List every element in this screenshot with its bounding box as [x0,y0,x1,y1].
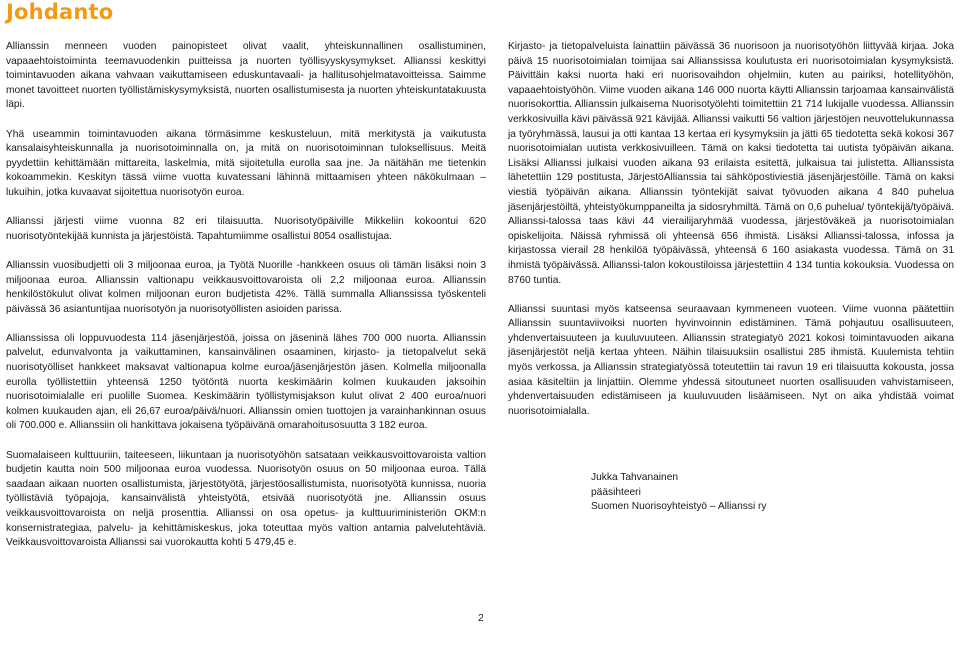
page-title: Johdanto [6,0,114,24]
paragraph: Suomalaiseen kulttuuriin, taiteeseen, liikuntaan ja nuorisotyöhön satsataan veikkausvoittovaroista valtion budjetin kautta noin 500 miljoonaa euroa vuodessa. Nuorisotyön osuus on 50 miljoonaa euroa. Tällä saadaan aikaan nuorten osallistumista, järjestötyötä, järjestöosallistumista, nuorisotyötä kunnissa, nuoria työllistäviä työpajoja, kansainvälistä yhteistyötä, etsivää nuorisotyötä jne. Allianssin osuus veikkausvoittovaroista on neljä prosenttia. Allianssi on osa opetus- ja kulttuuriministeriön OKM:n konsernistrategiaa, palvelu- ja kehittämiskeskus, joka toteuttaa myös valtion antamia palvelutehtäviä. Veikkausvoittovaroista Allianssi sai vuorokautta kohti 5 479,45 e. [6,449,486,549]
paragraph: Yhä useammin toimintavuoden aikana törmäsimme keskusteluun, mitä merkitystä ja vaikutusta kansalaisyhteiskunnalla ja nuorisotoiminnalla on, ja mitä on nuorisotoiminnan tuloksellisuus. Meitä pyydettiin kehittämään mittareita, laskelmia, mitä sijoitetulla eurolla saa jne. Ja näitähän me tietenkin kokoammekin. Keskityn tässä viime vuotta kuvatessani lähinnä mittaamisen yhteen näkökulmaan – lukuihin, jotka kuvaavat sijoitettua nuorisotyön euroa. [6,128,486,198]
paragraph: Allianssin vuosibudjetti oli 3 miljoonaa euroa, ja Työtä Nuorille -hankkeen osuus oli tämän lisäksi noin 3 miljoonaa euroa. Allianssin valtionapu veikkausvoittovaroista oli 2,2 miljoonaa euroa. Allianssin henkilöstökulut olivat kolmen miljoonan euron budjetista 42%. Tällä summalla Allianssissa työskenteli päivässä 36 asiantuntijaa nuorisotyön ja nuorisotyöllisten asioiden parissa. [6,259,486,315]
right-column [508,40,954,419]
paragraph: Kirjasto- ja tietopalveluista lainattiin päivässä 36 nuorisoon ja nuorisotyöhön liittyvää kirjaa. Joka päivä 15 nuorisotoimialan toimijaa sai Allianssissa koulutusta eri nuorisotoimialan kysymyksistä. Päivittäin kaksi nuorta haki eri nuorisovaihdon ohjelmiin, kuten au pairiksi, hotellityöhön, vapaaehtoistyöhön. Viime vuoden aikana 146 000 nuorta käytti Allianssin tarjoamaa kansainvälistä nuorisokorttia. Allianssin julkaisema Nuorisotyölehti toimitettiin 21 714 lukijalle vuodessa. Allianssin verkkosivuilla kävi päivässä 921 kävijää. Allianssi vaikutti 56 valtion järjestöjen neuvottelukunnassa ja työryhmässä, lausui ja otti kantaa 13 kertaa eri kysymyksiin ja jätti 65 tiedotetta sekä kokosi 367 nuorisotoimialan uutista verkkosivuilleen. Tämä on kaksi tiedotetta tai uutista työpäivän aikana. Lisäksi Allianssi julkaisi vuoden aikana 93 erilaista esitettä, julkaisua tai julistetta. Allianssista lähetettiin 129 postitusta, JärjestöAllianssia tai sähköpostiviestiä jäsenjärjestöille. Tämä on kaksi viestiä työpäivän aikana. Allianssin työntekijät saivat työvuoden aikana 4 840 puhelua jäsenjärjestöiltä, yhteistyökumppaneilta ja sidosryhmiltä. Tämä on 0,6 puhelua/ työntekijä/työpäivä. Allianssi-talossa taas kävi 44 vierailijaryhmää vuodessa, järjestövä​keä ja nuorisotoimialan opiskelijoita. Näissä ryhmissä oli yhteensä 656 ihmistä. Lisäksi Allianssi-talossa, infossa ja kirjastossa vierail 28 henkilöä työpäivässä, yhteensä 6 160 asiakasta vuodessa. Tämä on 31 ihmistä työpäivässä. Allianssi-talon kokoustiloissa järjestettiin 4 134 tuntia kokouksia. Vuodessa on 8760 tuntia. [508,41,954,286]
page-number: 2 [478,612,484,624]
signature-block [591,471,767,515]
paragraph: Allianssin menneen vuoden painopisteet olivat vaalit, yhteiskunnallinen osallistuminen, vapaaehtoistoiminta teemavuodenkin puitteissa ja nuorten työllisyyskysymykset. Allianssi keskittyi toimintavuoden aikana vahvaan vaikuttamiseen eduskuntavaali- ja hallitusohjelmatavoitteissa. Saimme monet tavoitteet nuorten työllistämiskysymyksistä, nuorten osallistumisesta ja nuorten yhteiskuntatakuusta läpi. [6,41,486,111]
signature-role: pääsihteeri [591,486,641,498]
paragraph: Allianssi järjesti viime vuonna 82 eri tilaisuutta. Nuorisotyöpäiville Mikkeliin kokoontui 620 nuorisotyöntekijää kunnista ja järjestöistä. Tapahtumiimme osallistui 8054 osallistujaa. [6,216,486,242]
left-column [6,40,486,551]
paragraph: Allianssi suuntasi myös katseensa seuraavaan kymmeneen vuoteen. Viime vuonna päätettiin Allianssin suuntaviivoiksi nuorten hyvinvoinnin edistäminen. Tämä pohjautuu osallisuuteen, yhdenvertaisuuteen ja kuuluvuuteen. Allianssin strategiatyö 2021 kokosi toimintavuoden aikana jäsenjärjestöt neljä kertaa yhteen. Näihin tilaisuuksiin osallistui 285 ihmistä. Kuulemista tehtiin myös verkossa, ja Allianssin strategiatyössä toteutettiin tai ravun 19 eri tilaisuutta kokousta, jossa asiaa käsiteltiin ja linjattiin. Olemme yhdessä sitoutuneet nuorten osallisuuden vahvistamiseen, yhdenvertaisuuden edistämiseen ja kuuluvuuden lisäämiseen. Nyt on aika yhdistää voimat nuorisotoimialalla. [508,303,954,417]
paragraph: Allianssissa oli loppuvuodesta 114 jäsenjärjestöä, joissa on jäseninä lähes 700 000 nuorta. Allianssin palvelut, edunvalvonta ja vaikuttaminen, kansainvälinen osaaminen, kirjasto- ja tietopalvelut sekä nuorisotyölliset hankkeet maksavat valtionapua kolme euroa/jäsenjärjestön jäsen. Kolmella miljoonalla eurolla työllistettiin yhteensä 1250 työtöntä nuorta keskimäärin kolmen kuukauden jaksoihin nuorisotoimialalle eri puolille Suomea. Keskimäärin työllistymisjakson kulut olivat 2 400 euroa/nuori kolmen kuukauden ajan, eli 26,67 euroa/päivä/nuori. Allianssin omien tuottojen ja varainhankinnan osuus oli 700.000 e. Allianssiin oli hankittava jokaisena työpäivänä omarahoitusosuutta 3 182 euroa. [6,332,486,432]
signature-organization: Suomen Nuorisoyhteistyö – Allianssi ry [591,501,767,513]
signature-name: Jukka Tahvanainen [591,472,679,483]
